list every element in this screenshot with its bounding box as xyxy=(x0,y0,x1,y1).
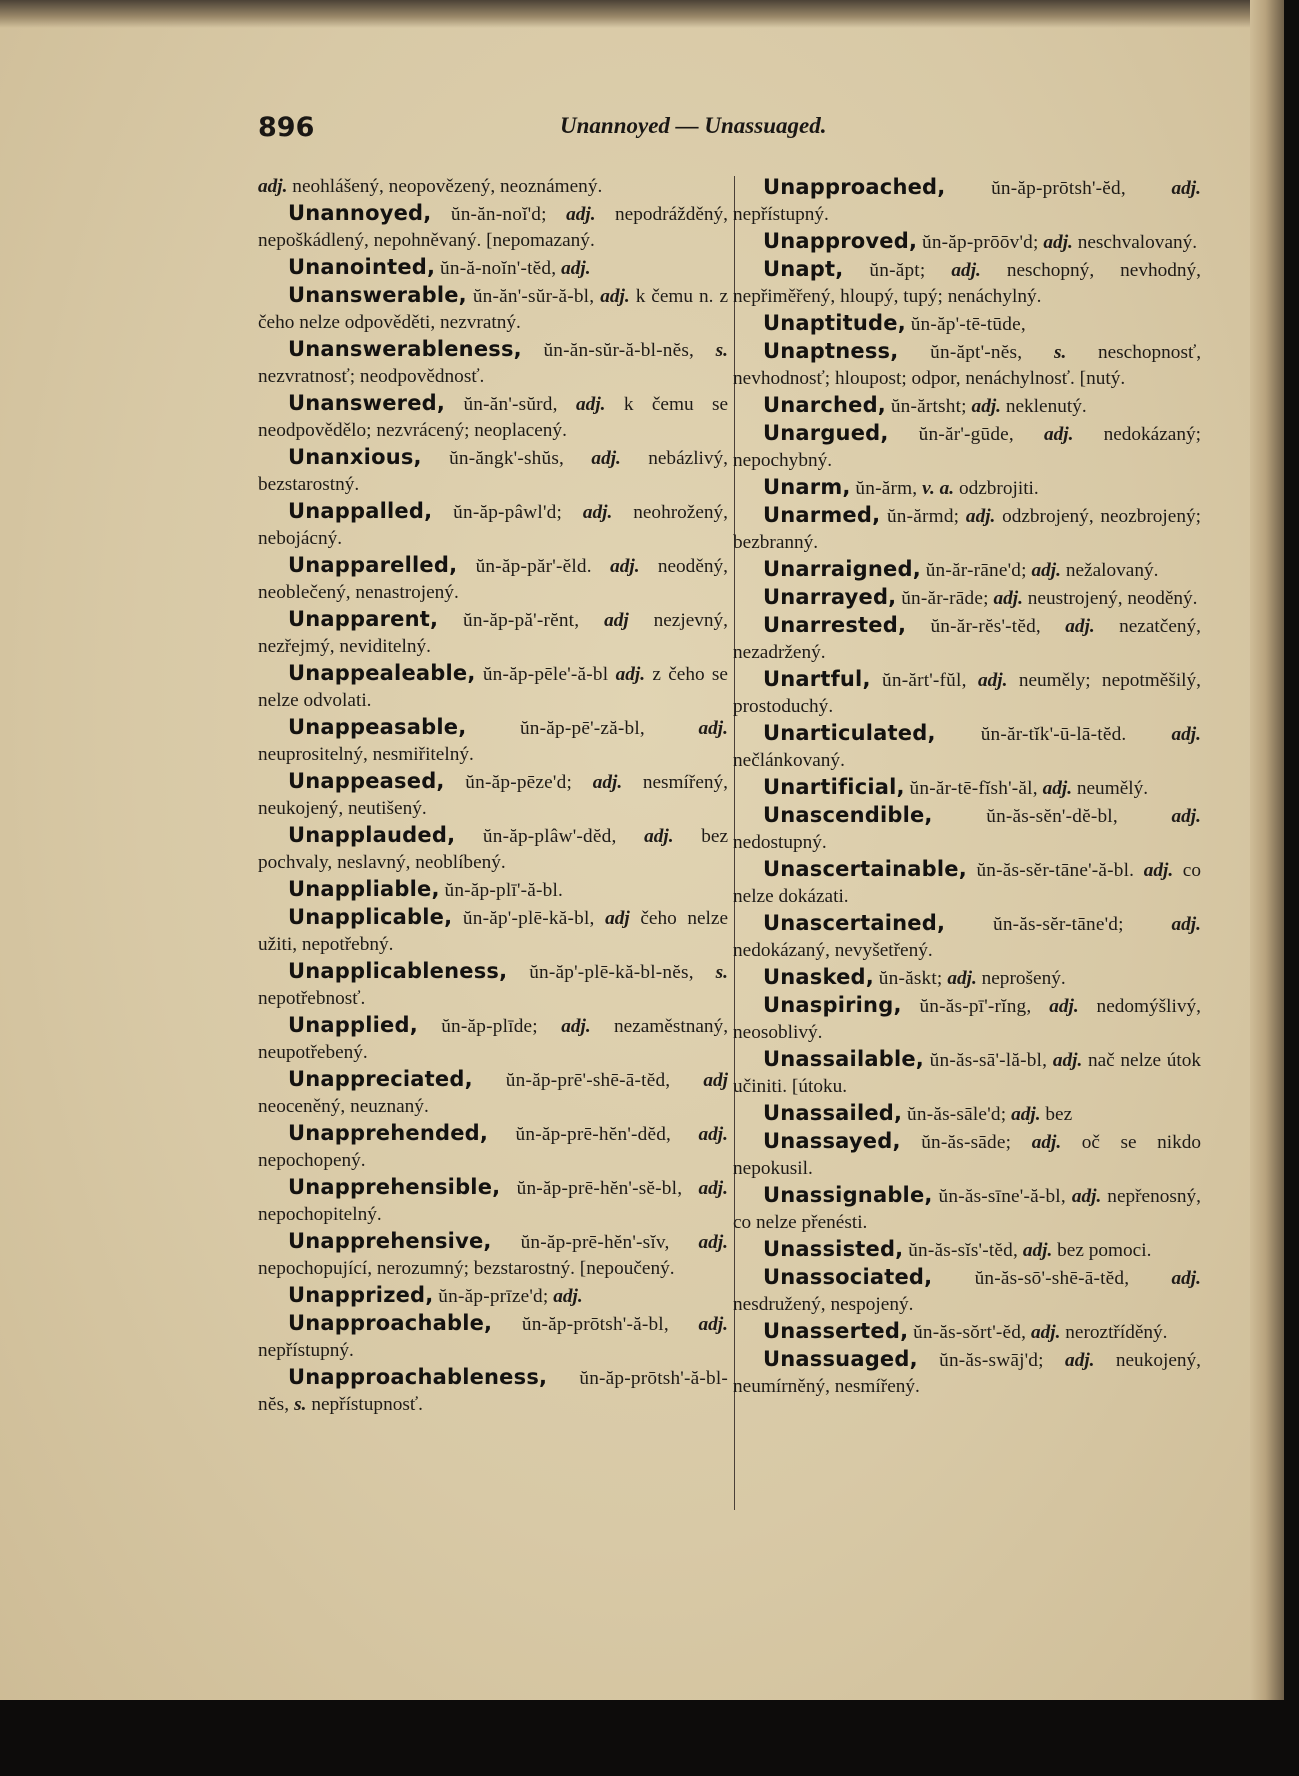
definition: odzbrojený, neozbrojený; bezbranný. xyxy=(733,506,1201,553)
definition: neuměly; nepotměšilý, prostoduchý. xyxy=(733,670,1201,717)
definition: neoceněný, neuznaný. xyxy=(258,1096,429,1117)
pronunciation: ŭn-ăp-prōtsh'-ă-bl-nĕs, xyxy=(258,1368,728,1415)
headword: Unanointed, xyxy=(288,255,436,279)
part-of-speech: adj. xyxy=(576,394,606,415)
definition: neklenutý. xyxy=(1005,396,1087,417)
pronunciation: ŭn-ăp'-plē-kă-bl, xyxy=(462,908,595,929)
headword: Unascertainable, xyxy=(763,857,967,881)
pronunciation: ŭn-ăn'-sŭrd, xyxy=(463,394,558,415)
pronunciation: ŭn-ăs-sīne'-ă-bl, xyxy=(938,1186,1066,1207)
part-of-speech: adj xyxy=(604,610,629,631)
pronunciation: ŭn-ăr-tĭk'-ū-lā-tĕd. xyxy=(980,724,1127,745)
headword: Unapproved, xyxy=(763,229,918,253)
pronunciation: ŭn-ăp-prē'-shē-ā-tĕd, xyxy=(505,1070,671,1091)
headword: Unarmed, xyxy=(763,503,881,527)
dictionary-entry xyxy=(733,392,1201,420)
pronunciation: ŭn-ăs-swāj'd; xyxy=(939,1350,1044,1371)
headword: Unaptness, xyxy=(763,339,899,363)
continuation-entry xyxy=(258,174,728,200)
pronunciation: ŭn-ăp-pă'-rĕnt, xyxy=(463,610,580,631)
pronunciation: ŭn-ăp-prē-hĕn'-dĕd, xyxy=(515,1124,672,1145)
page-bottom-shadow xyxy=(0,1700,1299,1776)
definition: čeho nelze užiti, nepotřebný. xyxy=(258,908,728,955)
pronunciation: ŭn-ăp-pē'-ză-bl, xyxy=(519,718,645,739)
headword: Unasked, xyxy=(763,965,874,989)
part-of-speech: adj. xyxy=(971,396,1002,417)
pronunciation: ŭn-ăp-păr'-ĕld. xyxy=(475,556,592,577)
dictionary-entry xyxy=(733,910,1201,964)
pronunciation: ŭn-ăngk'-shŭs, xyxy=(449,448,565,469)
dictionary-entry xyxy=(258,606,728,660)
pronunciation: ŭn-ăs-sā'-lă-bl, xyxy=(929,1050,1048,1071)
definition: neustrojený, neoděný. xyxy=(1027,588,1198,609)
part-of-speech: adj. xyxy=(1171,914,1201,935)
pronunciation: ŭn-ăs-sĕr-tāne'd; xyxy=(992,914,1124,935)
headword: Unasserted, xyxy=(763,1319,909,1343)
dictionary-entry xyxy=(733,256,1201,310)
part-of-speech: adj. xyxy=(1044,424,1074,445)
definition: nečlánkovaný. xyxy=(733,750,845,771)
part-of-speech: s. xyxy=(294,1394,307,1415)
part-of-speech: adj. xyxy=(1171,1268,1201,1289)
dictionary-entry xyxy=(258,958,728,1012)
dictionary-entry xyxy=(733,1046,1201,1100)
part-of-speech: adj. xyxy=(1022,1240,1053,1261)
dictionary-entry xyxy=(733,1264,1201,1318)
headword: Unarched, xyxy=(763,393,886,417)
pronunciation: ŭn-ăs-sĭs'-tĕd, xyxy=(908,1240,1019,1261)
definition: nedokázaný; nepochybný. xyxy=(733,424,1201,471)
headword: Unappeased, xyxy=(288,769,445,793)
definition: nač nelze útok učiniti. [útoku. xyxy=(733,1050,1201,1097)
dictionary-entry xyxy=(258,444,728,498)
headword: Unassignable, xyxy=(763,1183,933,1207)
headword: Unapproachableness, xyxy=(288,1365,548,1389)
pronunciation: ŭn-ăs-pī'-rĭng, xyxy=(919,996,1032,1017)
dictionary-entry xyxy=(733,1100,1201,1128)
headword: Unapproached, xyxy=(763,175,946,199)
headword: Unascendible, xyxy=(763,803,933,827)
dictionary-entry xyxy=(733,584,1201,612)
part-of-speech: adj. xyxy=(1143,860,1174,881)
pronunciation: ŭn-ărm, xyxy=(855,478,918,499)
pronunciation: ŭn-ăp-prōtsh'-ĕd, xyxy=(991,178,1126,199)
dictionary-entry xyxy=(733,856,1201,910)
part-of-speech: adj. xyxy=(1049,996,1079,1017)
dictionary-entry xyxy=(733,1318,1201,1346)
pronunciation: ŭn-ăp-plīde; xyxy=(441,1016,538,1037)
dictionary-entry xyxy=(258,254,728,282)
part-of-speech: adj. xyxy=(1171,178,1201,199)
dictionary-entry xyxy=(733,1128,1201,1182)
headword: Unargued, xyxy=(763,421,889,445)
definition: z čeho se nelze odvolati. xyxy=(258,664,728,711)
definition: neschopný, nevhodný, nepřiměřený, hloupý, tupý; nenáchylný. xyxy=(733,260,1201,307)
part-of-speech: adj. xyxy=(644,826,674,847)
dictionary-entry xyxy=(258,1066,728,1120)
headword: Unapproachable, xyxy=(288,1311,493,1335)
definition: nepotřebnosť. xyxy=(258,988,366,1009)
dictionary-entry xyxy=(733,992,1201,1046)
part-of-speech: adj. xyxy=(698,1178,728,1199)
definition: nepochopený. xyxy=(258,1150,366,1171)
pronunciation: ŭn-ăr'-gūde, xyxy=(918,424,1014,445)
part-of-speech: adj. xyxy=(951,260,981,281)
dictionary-entry xyxy=(733,1346,1201,1400)
headword: Unapparent, xyxy=(288,607,439,631)
left-entry-list xyxy=(258,200,728,1418)
headword: Unassailed, xyxy=(763,1101,903,1125)
headword: Unanswerableness, xyxy=(288,337,522,361)
part-of-speech: adj. xyxy=(698,1232,728,1253)
headword: Unapplied, xyxy=(288,1013,418,1037)
headword: Unartificial, xyxy=(763,775,905,799)
pronunciation: ŭn-ăp-prōtsh'-ă-bl, xyxy=(521,1314,669,1335)
right-column xyxy=(733,174,1201,1400)
part-of-speech: adj. xyxy=(553,1286,583,1307)
definition: nedostupný. xyxy=(733,832,827,853)
part-of-speech: adj. xyxy=(1065,1350,1095,1371)
pronunciation: ŭn-ăr-rāde; xyxy=(901,588,989,609)
part-of-speech: adj. xyxy=(1011,1104,1041,1125)
part-of-speech: adj. xyxy=(566,204,596,225)
part-of-speech: adj. xyxy=(600,286,630,307)
definition: k čemu n. z čeho nelze odpověděti, nezvratný. xyxy=(258,286,729,333)
part-of-speech: adj. xyxy=(592,772,623,793)
part-of-speech: adj. xyxy=(1030,1322,1061,1343)
dictionary-entry xyxy=(733,474,1201,502)
headword: Unapprehended, xyxy=(288,1121,489,1145)
pronunciation: ŭn-ăs-sĕr-tāne'-ă-bl. xyxy=(976,860,1135,881)
definition: bez xyxy=(1045,1104,1073,1125)
headword: Unaspiring, xyxy=(763,993,902,1017)
pronunciation: ŭn-ăp-pâwl'd; xyxy=(453,502,563,523)
headword: Unapprehensive, xyxy=(288,1229,492,1253)
definition: nedokázaný, nevyšetřený. xyxy=(733,940,933,961)
headword: Unapprized, xyxy=(288,1283,434,1307)
dictionary-entry xyxy=(733,310,1201,338)
pronunciation: ŭn-ăn-noĭ'd; xyxy=(450,204,547,225)
definition: neroztříděný. xyxy=(1065,1322,1168,1343)
dictionary-entry xyxy=(258,552,728,606)
page-top-shadow xyxy=(0,0,1284,28)
headword: Unappliable, xyxy=(288,877,440,901)
definition: nepřístupný. xyxy=(258,1340,354,1361)
definition: nesdružený, nespojený. xyxy=(733,1294,914,1315)
headword: Unarticulated, xyxy=(763,721,936,745)
part-of-speech: adj xyxy=(703,1070,728,1091)
part-of-speech: adj. xyxy=(1171,724,1201,745)
headword: Unarraigned, xyxy=(763,557,921,581)
pronunciation: ŭn-ărtsht; xyxy=(890,396,967,417)
pronunciation: ŭn-ăs-sāde; xyxy=(921,1132,1012,1153)
part-of-speech: s. xyxy=(715,340,728,361)
pronunciation: ŭn-ărmd; xyxy=(886,506,960,527)
dictionary-entry xyxy=(733,1182,1201,1236)
dictionary-entry xyxy=(258,282,728,336)
dictionary-entry xyxy=(733,774,1201,802)
pronunciation: ŭn-ăr-tē-fĭsh'-ăl, xyxy=(909,778,1038,799)
part-of-speech: adj. xyxy=(1031,560,1061,581)
dictionary-entry xyxy=(733,556,1201,584)
part-of-speech: adj. xyxy=(1065,616,1095,637)
part-of-speech: adj. xyxy=(1031,1132,1062,1153)
part-of-speech: adj. xyxy=(582,502,613,523)
definition: neukojený, neumírněný, nesmířený. xyxy=(733,1350,1201,1397)
pronunciation: ŭn-ăp-prē-hĕn'-sĭv, xyxy=(520,1232,670,1253)
dictionary-entry xyxy=(258,714,728,768)
definition: neoděný, neoblečený, nenastrojený. xyxy=(258,556,728,603)
pronunciation: ŭn-ăs-sō'-shē-ā-tĕd, xyxy=(974,1268,1130,1289)
part-of-speech: adj. xyxy=(947,968,977,989)
headword: Unapplicableness, xyxy=(288,959,508,983)
definition: nebázlivý, bezstarostný. xyxy=(258,448,729,495)
headword: Unartful, xyxy=(763,667,871,691)
dictionary-entry xyxy=(258,1012,728,1066)
pronunciation: ŭn-ăp-pēle'-ă-bl xyxy=(482,664,609,685)
headword: Unassuaged, xyxy=(763,1347,918,1371)
dictionary-entry xyxy=(258,876,728,904)
headword: Unarm, xyxy=(763,475,851,499)
part-of-speech: adj xyxy=(605,908,630,929)
headword: Unappreciated, xyxy=(288,1067,473,1091)
dictionary-entry xyxy=(733,964,1201,992)
headword: Unassayed, xyxy=(763,1129,901,1153)
definition: nepřístupný. xyxy=(733,204,829,225)
headword: Unanswered, xyxy=(288,391,446,415)
headword: Unarrayed, xyxy=(763,585,897,609)
definition: nepřenosný, co nelze přenésti. xyxy=(733,1186,1202,1233)
page-right-edge xyxy=(1250,0,1284,1776)
dictionary-entry xyxy=(733,338,1201,392)
definition: neschopnosť, nevhodnosť; hloupost; odpor, nenáchylnosť. [nutý. xyxy=(733,342,1202,389)
dictionary-entry xyxy=(733,666,1201,720)
part-of-speech: adj. xyxy=(1052,1050,1083,1071)
pronunciation: ŭn-ăp'-plē-kă-bl-nĕs, xyxy=(529,962,694,983)
definition: odzbrojiti. xyxy=(958,478,1039,499)
part-of-speech: adj. xyxy=(258,176,288,197)
dictionary-entry xyxy=(733,174,1201,228)
definition: neumělý. xyxy=(1076,778,1149,799)
headword: Unappalled, xyxy=(288,499,433,523)
pronunciation: ŭn-ărt'-fŭl, xyxy=(882,670,967,691)
part-of-speech: adj. xyxy=(698,718,728,739)
headword: Unapt, xyxy=(763,257,844,281)
part-of-speech: adj. xyxy=(977,670,1008,691)
headword: Unanswerable, xyxy=(288,283,467,307)
dictionary-entry xyxy=(733,420,1201,474)
part-of-speech: adj. xyxy=(698,1314,728,1335)
headword: Unanxious, xyxy=(288,445,422,469)
definition: nepřístupnosť. xyxy=(311,1394,423,1415)
dictionary-entry xyxy=(258,200,728,254)
dictionary-entry xyxy=(258,1364,728,1418)
definition: k čemu se neodpovědělo; nezvrácený; neoplacený. xyxy=(258,394,729,441)
pronunciation: ŭn-ăp-prīze'd; xyxy=(438,1286,549,1307)
pronunciation: ŭn-ă-noĭn'-tĕd, xyxy=(440,258,557,279)
dictionary-entry xyxy=(258,822,728,876)
dictionary-entry xyxy=(733,720,1201,774)
definition: neprošený. xyxy=(981,968,1066,989)
definition: nežalovaný. xyxy=(1065,560,1159,581)
definition: bez pochvaly, neslavný, neoblíbený. xyxy=(258,826,729,873)
pronunciation: ŭn-ăp-plâw'-dĕd, xyxy=(482,826,617,847)
definition: neschvalovaný. xyxy=(1077,232,1198,253)
dictionary-entry xyxy=(258,390,728,444)
headword: Unascertained, xyxy=(763,911,946,935)
dictionary-entry xyxy=(258,498,728,552)
definition: nesmířený, neukojený, neutišený. xyxy=(258,772,728,819)
dictionary-entry xyxy=(258,1310,728,1364)
part-of-speech: s. xyxy=(715,962,728,983)
definition: nepochopující, nerozumný; bezstarostný. [nepoučený. xyxy=(258,1258,675,1279)
headword: Unappealeable, xyxy=(288,661,476,685)
left-column xyxy=(258,174,728,1418)
part-of-speech: adj. xyxy=(591,448,621,469)
part-of-speech: adj. xyxy=(561,1016,591,1037)
pronunciation: ŭn-ăr-rāne'd; xyxy=(925,560,1027,581)
headword: Unaptitude, xyxy=(763,311,906,335)
definition: nepochopitelný. xyxy=(258,1204,382,1225)
dictionary-entry xyxy=(258,1282,728,1310)
dictionary-entry xyxy=(733,502,1201,556)
definition: bez pomoci. xyxy=(1057,1240,1152,1261)
definition: nepodrážděný, nepoškádlený, nepohněvaný. [nepomazaný. xyxy=(258,204,728,251)
dictionary-entry xyxy=(258,660,728,714)
part-of-speech: adj. xyxy=(615,664,646,685)
part-of-speech: adj. xyxy=(965,506,996,527)
pronunciation: ŭn-ăp-pēze'd; xyxy=(465,772,573,793)
headword: Unapplicable, xyxy=(288,905,453,929)
dictionary-entry xyxy=(258,768,728,822)
part-of-speech: s. xyxy=(1053,342,1067,363)
definition: nezatčený, nezadržený. xyxy=(733,616,1201,663)
part-of-speech: adj. xyxy=(1171,806,1201,827)
pronunciation: ŭn-ăp-prōōv'd; xyxy=(922,232,1039,253)
pronunciation: ŭn-ăpt'-nĕs, xyxy=(930,342,1023,363)
definition: neohrožený, nebojácný. xyxy=(258,502,728,549)
page-number: 896 xyxy=(258,112,315,143)
right-entry-list xyxy=(733,174,1201,1400)
definition: nezjevný, nezřejmý, neviditelný. xyxy=(258,610,728,657)
pronunciation: ŭn-ăs-sĕn'-dĕ-bl, xyxy=(986,806,1118,827)
pronunciation: ŭn-ăp-prē-hĕn'-sĕ-bl, xyxy=(516,1178,683,1199)
pronunciation: ŭn-ăskt; xyxy=(878,968,943,989)
dictionary-entry xyxy=(733,1236,1201,1264)
headword: Unannoyed, xyxy=(288,201,432,225)
headword: Unassociated, xyxy=(763,1265,933,1289)
pronunciation: ŭn-ăs-sāle'd; xyxy=(907,1104,1007,1125)
part-of-speech: adj. xyxy=(561,258,591,279)
headword: Unapplauded, xyxy=(288,823,456,847)
definition: neuprositelný, nesmiřitelný. xyxy=(258,744,474,765)
definition: nedomýšlivý, neosoblivý. xyxy=(733,996,1201,1043)
headword: Unassisted, xyxy=(763,1237,904,1261)
headword: Unapprehensible, xyxy=(288,1175,501,1199)
part-of-speech: adj. xyxy=(610,556,640,577)
definition: nezaměstnaný, neupotřebený. xyxy=(258,1016,729,1063)
definition: nezvratnosť; neodpovědnosť. xyxy=(258,366,485,387)
headword: Unapparelled, xyxy=(288,553,458,577)
headword: Unappeasable, xyxy=(288,715,467,739)
dictionary-entry xyxy=(733,228,1201,256)
definition: neohlášený, neopovězený, neoznámený. xyxy=(292,176,603,197)
pronunciation: ŭn-ăn-sŭr-ă-bl-nĕs, xyxy=(543,340,695,361)
part-of-speech: adj. xyxy=(1042,778,1073,799)
part-of-speech: adj. xyxy=(993,588,1023,609)
part-of-speech: adj. xyxy=(1043,232,1073,253)
pronunciation: ŭn-ăs-sŏrt'-ĕd, xyxy=(913,1322,1027,1343)
dictionary-entry xyxy=(733,612,1201,666)
dictionary-entry xyxy=(258,1228,728,1282)
pronunciation: ŭn-ăpt; xyxy=(869,260,926,281)
dictionary-entry xyxy=(733,802,1201,856)
dictionary-entry xyxy=(258,904,728,958)
definition: co nelze dokázati. xyxy=(733,860,1201,907)
headword: Unassailable, xyxy=(763,1047,924,1071)
dictionary-entry xyxy=(258,1120,728,1174)
part-of-speech: adj. xyxy=(698,1124,728,1145)
headword: Unarrested, xyxy=(763,613,907,637)
dictionary-entry xyxy=(258,1174,728,1228)
pronunciation: ŭn-ăp'-tē-tūde, xyxy=(910,314,1026,335)
definition: oč se nikdo nepokusil. xyxy=(733,1132,1202,1179)
part-of-speech: adj. xyxy=(1071,1186,1102,1207)
pronunciation: ŭn-ăn'-sŭr-ă-bl, xyxy=(472,286,595,307)
pronunciation: ŭn-ăp-plī'-ă-bl. xyxy=(444,880,564,901)
part-of-speech: v. a. xyxy=(922,478,955,499)
dictionary-entry xyxy=(258,336,728,390)
pronunciation: ŭn-ăr-rĕs'-tĕd, xyxy=(930,616,1041,637)
running-head: Unannoyed — Unassuaged. xyxy=(560,113,827,138)
